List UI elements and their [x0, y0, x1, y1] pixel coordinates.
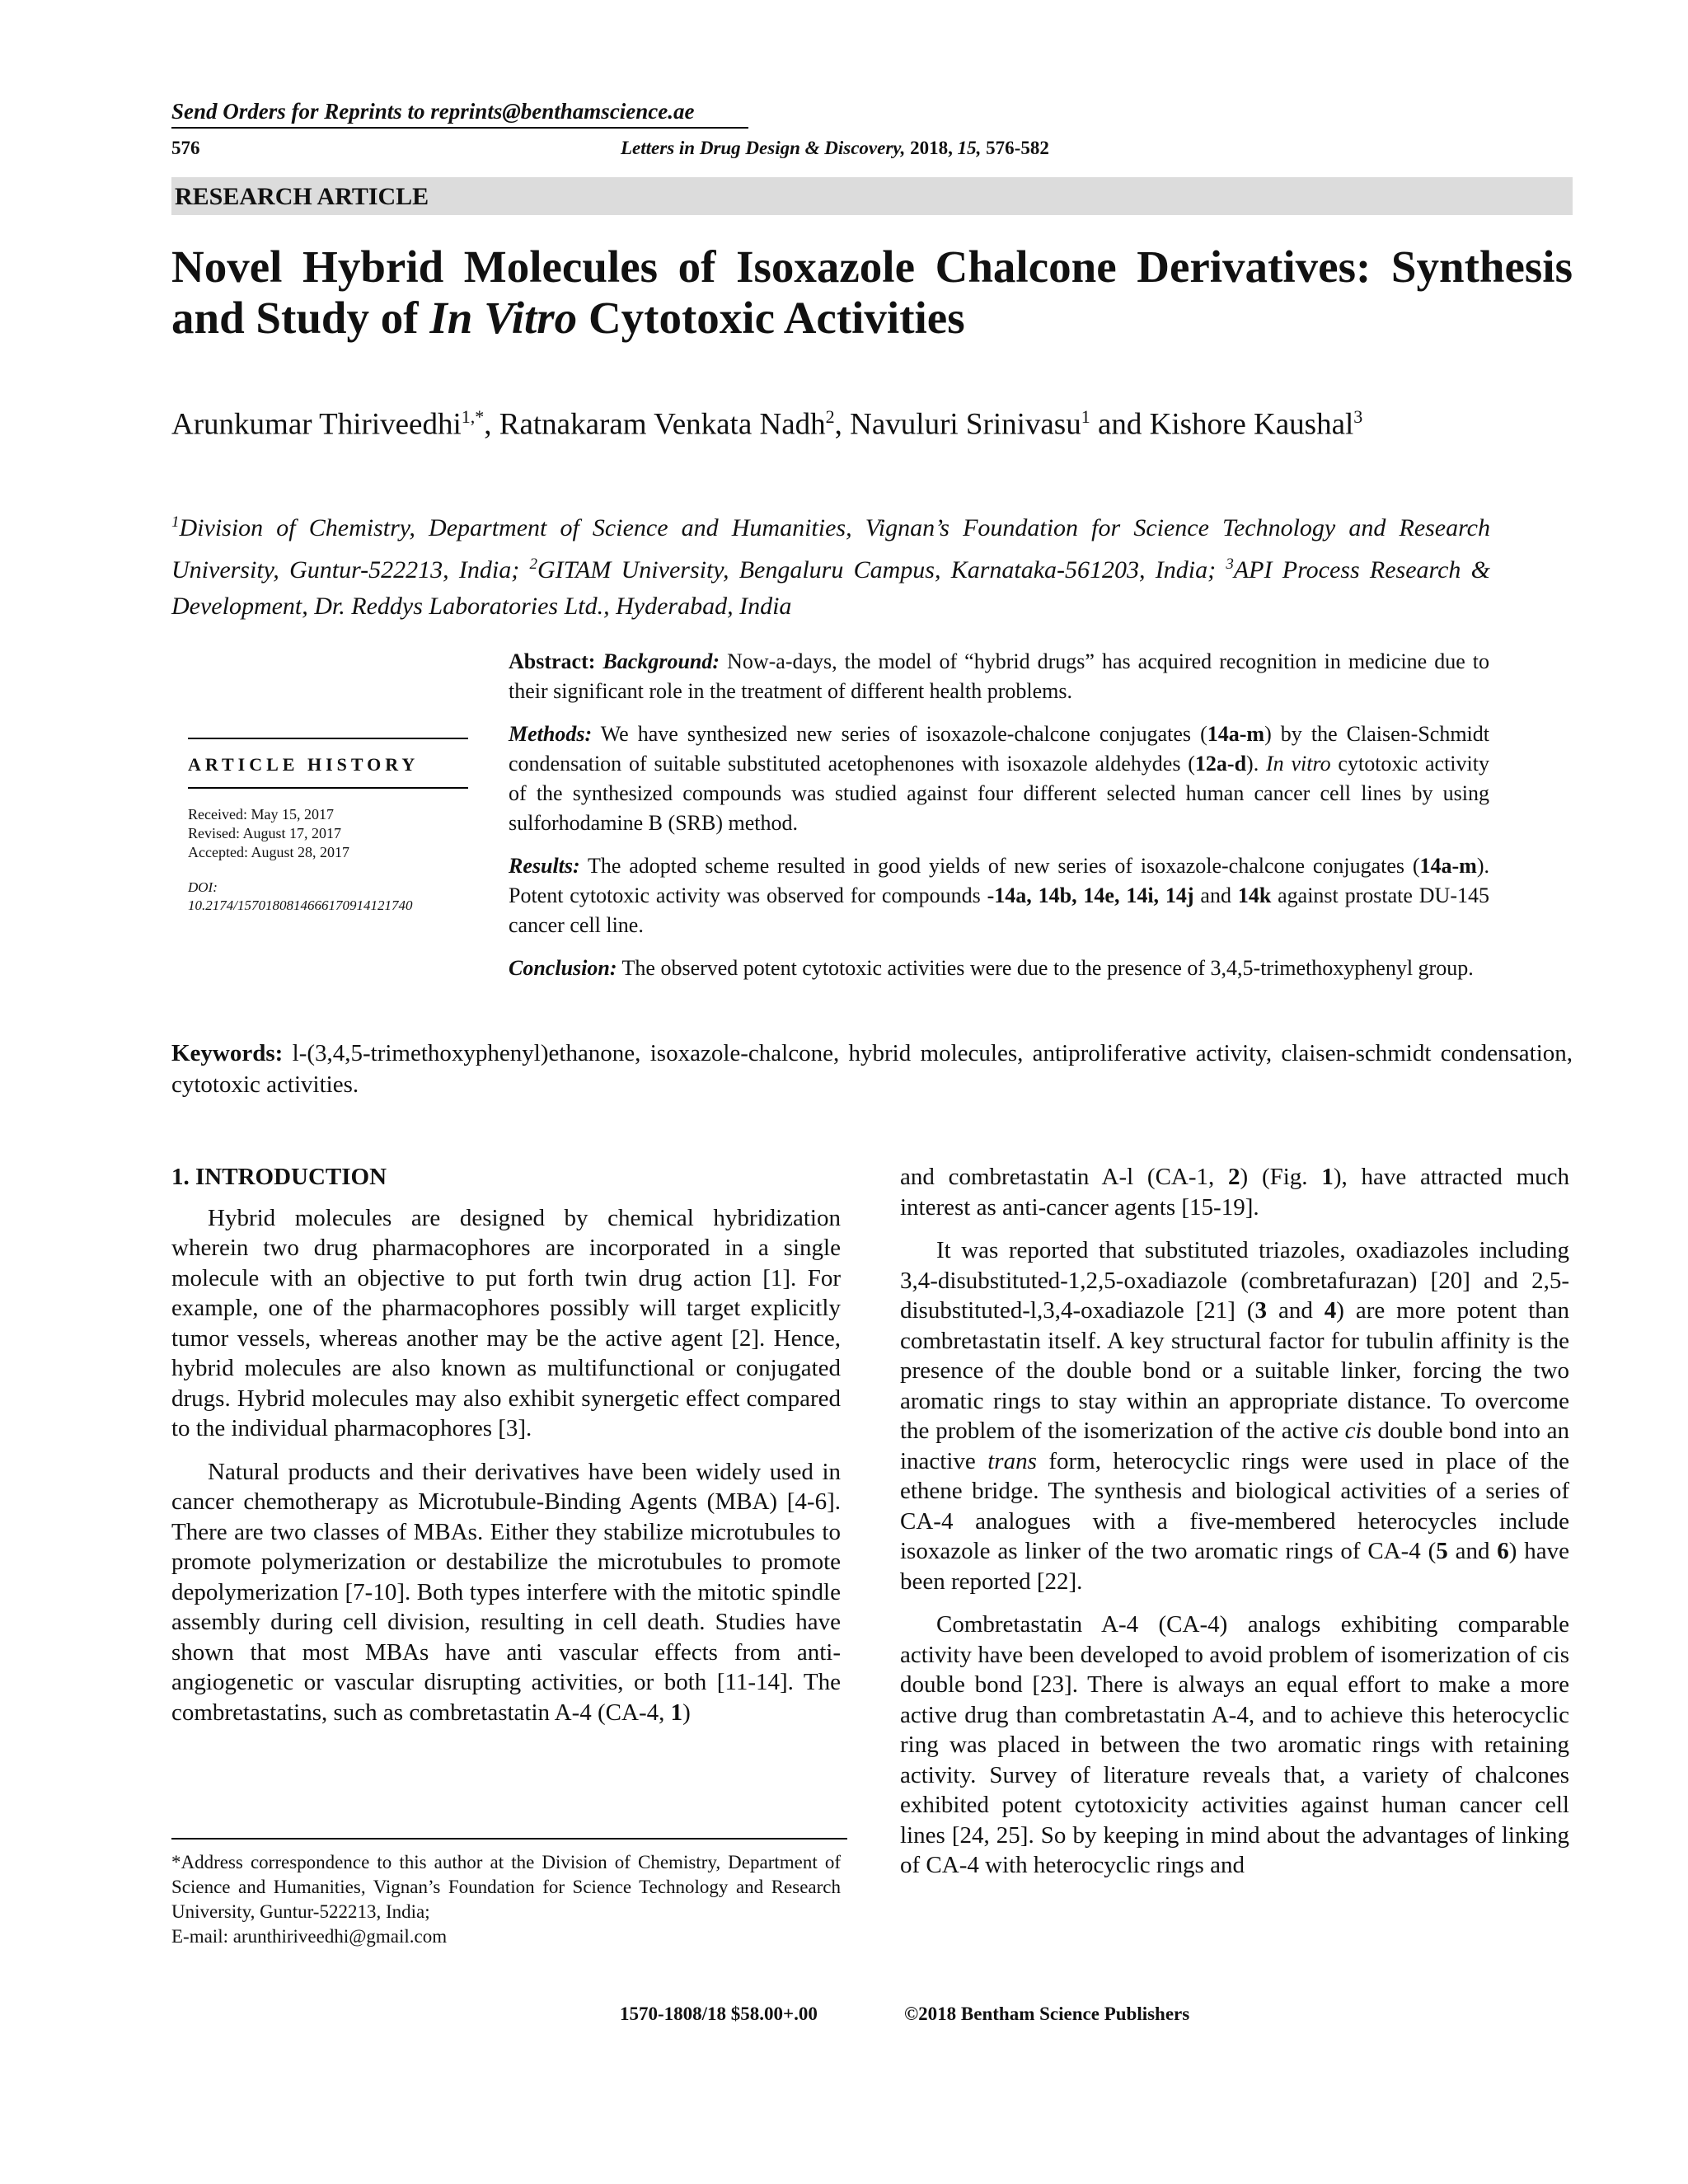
abstract-methods: Methods: We have synthesized new series of isoxazole-chalcone conjugates (14a-m) by the Claisen-Schmidt condensation of suitable substituted acetophenones with isoxazole aldehydes (12a-d). In vitro cytotoxic activity of the synthesized compounds was studied against four different selected human cancer cell lines by using sulforhodamine B (SRB) method.	[509, 722, 1489, 835]
article-history-title: ARTICLE HISTORY	[188, 754, 420, 775]
author-list: Arunkumar Thiriveedhi$^{1,*}$, Ratnakaram Venkata Nadh$^2$, Navuluri Srinivasu$^1$ and Kishore Kaushal$^3$	[171, 406, 1363, 442]
paragraph: It was reported that substituted triazoles, oxadiazoles including 3,4-disubstituted-1,2,5-oxadiazole (combretafurazan) [20] and 2,5-disubstituted-l,3,4-oxadiazole [21] (3 and 4) are more potent than combretastatin itself. A key structural factor for tubulin affinity is the presence of the double bond or a suitable linker, forcing the two aromatic rings to stay within an appropriate distance. To overcome the problem of the isomerization of the active cis double bond into an inactive trans form, heterocyclic rings were used in place of the ethene bridge. The synthesis and biological activities of a series of CA-4 analogues with a five-membered heterocycles include isoxazole as linker of the two aromatic rings of CA-4 (5 and 6) have been reported [22].	[900, 1237, 1569, 1595]
paper-title: Novel Hybrid Molecules of Isoxazole Chalcone Derivatives: Synthesis and Study of In Vitro Cytotoxic Activities	[171, 241, 1573, 343]
keywords: Keywords: l-(3,4,5-trimethoxyphenyl)ethanone, isoxazole-chalcone, hybrid molecules, antiproliferative activity, claisen-schmidt condensation, cytotoxic activities.	[171, 1040, 1573, 1098]
abstract	[509, 647, 1489, 996]
affiliations: $^1$Division of Chemistry, Department of Science and Humanities, Vignan’s Foundation for Science Technology and Research University, Guntur-522213, India; $^2$GITAM University, Bengaluru Campus, Karnataka-561203, India; $^3$API Process Research & Development, Dr. Reddys Laboratories Ltd., Hyderabad, India	[171, 513, 1490, 620]
correspondence-footnote	[171, 1850, 841, 1949]
article-history	[188, 738, 468, 915]
paragraph: and combretastatin A-l (CA-1, 2) (Fig. 1), have attracted much interest as anti-cancer agents [15-19].	[900, 1164, 1570, 1221]
page-number: 576	[171, 138, 200, 158]
footnote-divider	[171, 1838, 847, 1840]
journal-pages: 576-582	[986, 138, 1049, 158]
paragraph: Natural products and their derivatives have been widely used in cancer chemotherapy as Microtubule-Binding Agents (MBA) [4-6]. There are two classes of MBAs. Either they stabilize microtubules to promote polymerization or destabilize the microtubules to promote depolymerization [7-10]. Both types interfere with the mitotic spindle assembly during cell division, resulting in cell death. Studies have shown that most MBAs have anti vascular effects from anti-angiogenetic or vascular disrupting activities, or both [11-14]. The combretastatins, such as combretastatin A-4 (CA-4, 1)	[171, 1458, 841, 1726]
paragraph: Combretastatin A-4 (CA-4) analogs exhibiting comparable activity have been developed to avoid problem of isomerization of cis double bond [23]. There is always an equal effort to make a more active drug than combretastatin A-4, and to achieve this heterocyclic ring was placed in between the two aromatic rings with retaining activity. Survey of literature reveals that, a variety of chalcones exhibited potent cytotoxicity activities against human cancer cell lines [24, 25]. So by keeping in mind about the advantages of linking of CA-4 with heterocyclic rings and	[900, 1611, 1569, 1878]
article-type-bar: RESEARCH ARTICLE	[171, 177, 1573, 215]
copyright: ©2018 Bentham Science Publishers	[904, 2004, 1190, 2024]
history-dates	[188, 805, 468, 862]
body-column-left	[171, 1162, 841, 1741]
abstract-background: Abstract: Background: Now-a-days, the model of “hybrid drugs” has acquired recognition in medicine due to their significant role in the treatment of different health problems.	[509, 649, 1489, 703]
doi-link[interactable]: 10.2174/1570180814666170914121740	[188, 898, 413, 913]
doi-label: DOI:	[188, 879, 218, 895]
doi-block	[188, 879, 468, 915]
accepted-date: Accepted: August 28, 2017	[188, 844, 349, 860]
reprints-notice: Send Orders for Reprints to reprints@benthamscience.ae	[171, 99, 748, 129]
abstract-conclusion: Conclusion: The observed potent cytotoxic activities were due to the presence of 3,4,5-trimethoxyphenyl group.	[509, 956, 1474, 980]
section-heading: 1. INTRODUCTION	[171, 1164, 387, 1190]
received-date: Received: May 15, 2017	[188, 806, 334, 823]
paragraph: Hybrid molecules are designed by chemical hybridization wherein two drug pharmacophores are incorporated in a single molecule with an objective to put forth twin drug action [1]. For example, one of the pharmacophores possibly will target explicitly tumor vessels, whereas another may be the active agent [2]. Hence, hybrid molecules are also known as multifunctional or conjugated drugs. Hybrid molecules may also exhibit synergetic effect compared to the individual pharmacophores [3].	[171, 1204, 841, 1441]
journal-volume: 15,	[957, 138, 982, 158]
correspondence-address: *Address correspondence to this author at the Division of Chemistry, Department of Science and Humanities, Vignan’s Foundation for Science Technology and Research University, Guntur-522213, India;	[171, 1852, 841, 1922]
issn-price: 1570-1808/18 $58.00+.00	[620, 2004, 818, 2024]
correspondence-email[interactable]: E-mail: arunthiriveedhi@gmail.com	[171, 1926, 448, 1947]
divider	[188, 787, 468, 789]
journal-year: 2018,	[910, 138, 953, 158]
journal-name: Letters in Drug Design & Discovery,	[621, 138, 906, 158]
abstract-results: Results: The adopted scheme resulted in good yields of new series of isoxazole-chalcone conjugates (14a-m). Potent cytotoxic activity was observed for compounds -14a, 14b, 14e, 14i, 14j and 14k against prostate DU-145 cancer cell line.	[509, 854, 1489, 937]
journal-citation	[621, 138, 1049, 159]
revised-date: Revised: August 17, 2017	[188, 825, 342, 841]
body-column-right	[900, 1162, 1569, 1894]
